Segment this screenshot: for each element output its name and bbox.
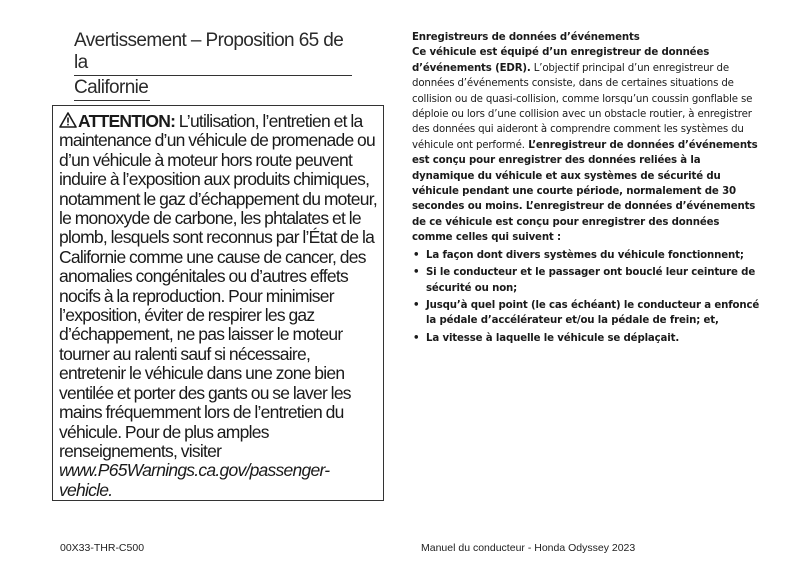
prop65-section [52, 30, 384, 501]
warning-triangle-icon [59, 112, 77, 128]
p65-url-link[interactable]: www.P65Warnings.ca.gov/passenger-vehicle. [59, 460, 330, 500]
list-item: • Si le conducteur et le passager ont bouclé leur ceinture de sécurité ou non; [412, 265, 762, 296]
edr-bold-intro: Ce véhicule est équipé d’un enregistreur de données d’événements (EDR). [412, 47, 710, 74]
list-item: • La vitesse à laquelle le véhicule se déplaçait. [412, 331, 762, 346]
edr-paragraph [412, 45, 762, 245]
edr-title: Enregistreurs de données d’événements [412, 32, 640, 43]
warning-text [59, 112, 377, 500]
document-code: 00X33-THR-C500 [60, 542, 145, 554]
attention-label: ATTENTION: [78, 111, 176, 131]
warning-box [52, 105, 384, 501]
edr-bold-rest: L’enregistreur de données d’événements est conçu pour enregistrer des données reliées à la dynamique du véhicule et aux systèmes de sécurité du véhicule pendant une courte période, normalement de 30 secondes ou moins. L’enregistreur de données d’événements de ce véhicule est conçu pour enregistrer des données comme celles qui suivent : [412, 139, 758, 244]
edr-section [412, 30, 762, 346]
list-item: • La façon dont divers systèmes du véhicule fonctionnent; [412, 248, 762, 263]
edr-plain-text: L’objectif principal d’un enregistreur de données d’événements consiste, dans de certaines situations de collision ou de quasi-collision, comme lorsqu’un coussin gonflable se déploie ou lors d’une collision avec un obstacle routier, à enregistrer des données qui aideront à comprendre comment les systèmes du véhicule ont performé. [412, 62, 753, 151]
prop65-heading [74, 30, 354, 101]
heading-line-1: Avertissement – Proposition 65 de la [74, 30, 352, 76]
attention-label-group [59, 111, 175, 131]
heading-line-2: Californie [74, 77, 150, 101]
warning-body: L’utilisation, l’entretien et la maintenance d’un véhicule de promenade ou d’un véhicule à moteur hors route peuvent induire à l’exposition aux produits chimiques, notamment le gaz d’échappement du moteur, le monoxyde de carbone, les phtalates et le plomb, lesquels sont reconnus par l’État de la Californie comme une cause de cancer, des anomalies congénitales ou d’autres effets nocifs à la reproduction. Pour minimiser l’exposition, éviter de respirer les gaz d’échappement, ne pas laisser le moteur tourner au ralenti sauf si nécessaire, entretenir le véhicule dans une zone bien ventilée et porter des gants ou se laver les mains fréquemment lors de l’entretien du véhicule. Pour de plus amples renseignements, visiter [59, 111, 377, 461]
manual-title: Manuel du conducteur - Honda Odyssey 2023 [421, 542, 636, 554]
list-item: • Jusqu’à quel point (le cas échéant) le conducteur a enfoncé la pédale d’accélérateur et/ou la pédale de frein; et, [412, 298, 762, 329]
edr-bullet-list [412, 248, 762, 346]
